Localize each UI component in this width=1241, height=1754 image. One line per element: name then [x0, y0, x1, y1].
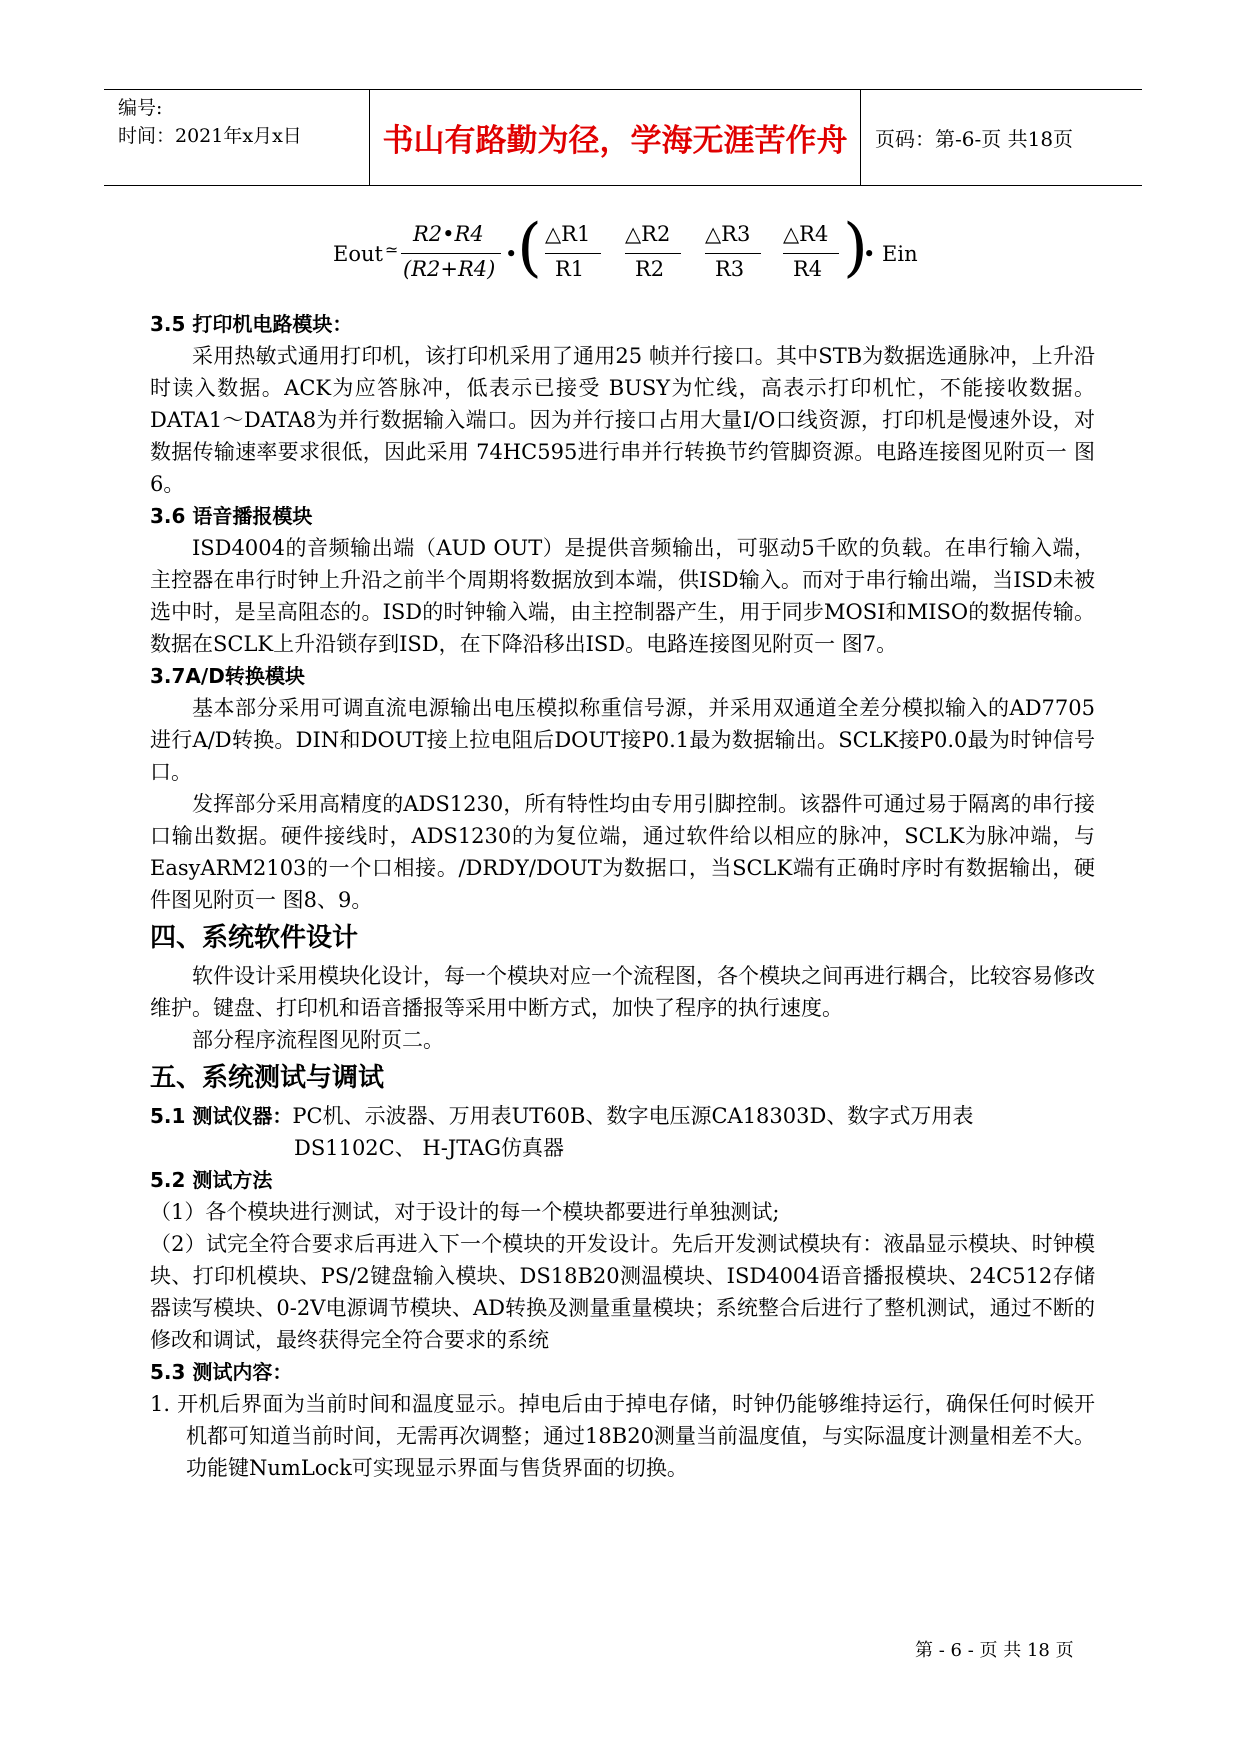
- page-header: [104, 89, 1142, 186]
- eq-term-den-1: R1: [555, 257, 585, 281]
- eq-frac-line: [401, 253, 501, 254]
- eq-term-num-2: △R2: [625, 222, 671, 246]
- eq-term-line-3: [705, 253, 761, 254]
- header-left-cell: [104, 90, 370, 185]
- section-5-2-title: 5.2 测试方法: [150, 1168, 273, 1192]
- time-label: 时间：2021年x月x日: [118, 125, 302, 147]
- section-3-5-title: 3.5 打印机电路模块：: [150, 312, 353, 336]
- eq-term-den-2: R2: [635, 257, 665, 281]
- section-3-7-paragraph-2: 发挥部分采用高精度的ADS1230，所有特性均由专用引脚控制。该器件可通过易于隔离的串行接口输出数据。硬件接线时，ADS1230的为复位端，通过软件给以相应的脉冲，SCLK为脉冲端，与EasyARM2103的一个口相接。/DRDY/DOUT为数据口，当SCLK端有正确时序时有数据输出，硬件图见附页一 图8、9。: [150, 792, 1095, 912]
- section-5-2-item-2: （2）试完全符合要求后再进入下一个模块的开发设计。先后开发测试模块有：液晶显示模块、时钟模块、打印机模块、PS/2键盘输入模块、DS18B20测温模块、ISD4004语音播报模块、24C512存储器读写模块、0-2V电源调节模块、AD转换及测量重量模块；系统整合后进行了整机测试，通过不断的修改和调试，最终获得完全符合要求的系统: [150, 1232, 1095, 1352]
- eq-tail: • Ein: [863, 242, 918, 266]
- eq-approx: ≃: [385, 240, 399, 259]
- section-4-paragraph-2: 部分程序流程图见附页二。: [192, 1028, 444, 1052]
- section-3-6-title: 3.6 语音播报模块: [150, 504, 313, 528]
- section-5-3-item-1: 1. 开机后界面为当前时间和温度显示。掉电后由于掉电存储，时钟仍能够维持运行，确保任何时候开机都可知道当前时间，无需再次调整；通过18B20测量当前温度值，与实际温度计测量相差不大。功能键NumLock可实现显示界面与售货界面的切换。: [150, 1392, 1095, 1480]
- header-page-label: 页码：第-6-页 共18页: [875, 127, 1074, 151]
- document-body: [150, 308, 1095, 1484]
- eq-den: (R2+R4): [403, 257, 496, 281]
- section-5-1-label: 5.1 测试仪器：: [150, 1104, 293, 1128]
- eq-term-line-2: [625, 253, 681, 254]
- section-5-2-item-1: （1）各个模块进行测试，对于设计的每一个模块都要进行单独测试;: [150, 1200, 780, 1224]
- section-4-title: 四、系统软件设计: [150, 923, 359, 953]
- section-3-5-paragraph: 采用热敏式通用打印机，该打印机采用了通用25 帧并行接口。其中STB为数据选通脉冲，上升沿时读入数据。ACK为应答脉冲，低表示已接受 BUSY为忙线，高表示打印机忙，不能接收数据。DATA1～DATA8为并行数据输入端口。因为并行接口占用大量I/O口线资源，打印机是慢速外设，对数据传输速率要求很低，因此采用 74HC595进行串并行转换节约管脚资源。电路连接图见附页一 图6。: [150, 344, 1095, 496]
- eq-lhs: Eout: [333, 242, 383, 266]
- eq-term-num-1: △R1: [545, 222, 591, 246]
- section-3-6-paragraph: ISD4004的音频输出端（AUD OUT）是提供音频输出，可驱动5千欧的负载。在串行输入端，主控器在串行时钟上升沿之前半个周期将数据放到本端，供ISD输入。而对于串行输出端，当ISD未被选中时，是呈高阻态的。ISD的时钟输入端，由主控制器产生，用于同步MOSI和MISO的数据传输。数据在SCLK上升沿锁存到ISD，在下降沿移出ISD。电路连接图见附页一 图7。: [150, 536, 1095, 656]
- section-3-7-title: 3.7A/D转换模块: [150, 664, 305, 688]
- eq-term-den-3: R3: [715, 257, 745, 281]
- section-5-1-text-2: DS1102C、 H-JTAG仿真器: [294, 1136, 565, 1160]
- section-4-paragraph-1: 软件设计采用模块化设计，每一个模块对应一个流程图，各个模块之间再进行耦合，比较容易修改维护。键盘、打印机和语音播报等采用中断方式，加快了程序的执行速度。: [150, 964, 1095, 1020]
- eq-term-line-1: [545, 253, 601, 254]
- eq-term-num-3: △R3: [705, 222, 751, 246]
- eq-num: R2•R4: [413, 222, 484, 246]
- eq-term-line-4: [783, 253, 839, 254]
- eq-left-paren: (: [517, 211, 542, 285]
- header-motto: 书山有路勤为径，学海无涯苦作舟: [370, 90, 861, 185]
- section-5-1: [150, 1100, 1095, 1132]
- serial-label: 编号:: [118, 97, 163, 119]
- section-3-7-paragraph-1: 基本部分采用可调直流电源输出电压模拟称重信号源，并采用双通道全差分模拟输入的AD7705进行A/D转换。DIN和DOUT接上拉电阻后DOUT接P0.1最为数据输出。SCLK接P0.0最为时钟信号口。: [150, 696, 1095, 784]
- equation: [333, 211, 933, 292]
- eq-term-num-4: △R4: [783, 222, 829, 246]
- section-5-3-title: 5.3 测试内容：: [150, 1360, 293, 1384]
- section-5-title: 五、系统测试与调试: [150, 1063, 385, 1093]
- section-5-1-text: PC机、示波器、万用表UT60B、数字电压源CA18303D、数字式万用表: [292, 1104, 974, 1128]
- eq-right-paren: ): [843, 211, 868, 285]
- eq-term-den-4: R4: [793, 257, 823, 281]
- page-footer: 第 - 6 - 页 共 18 页: [915, 1640, 1074, 1661]
- eq-dot: •: [505, 242, 518, 266]
